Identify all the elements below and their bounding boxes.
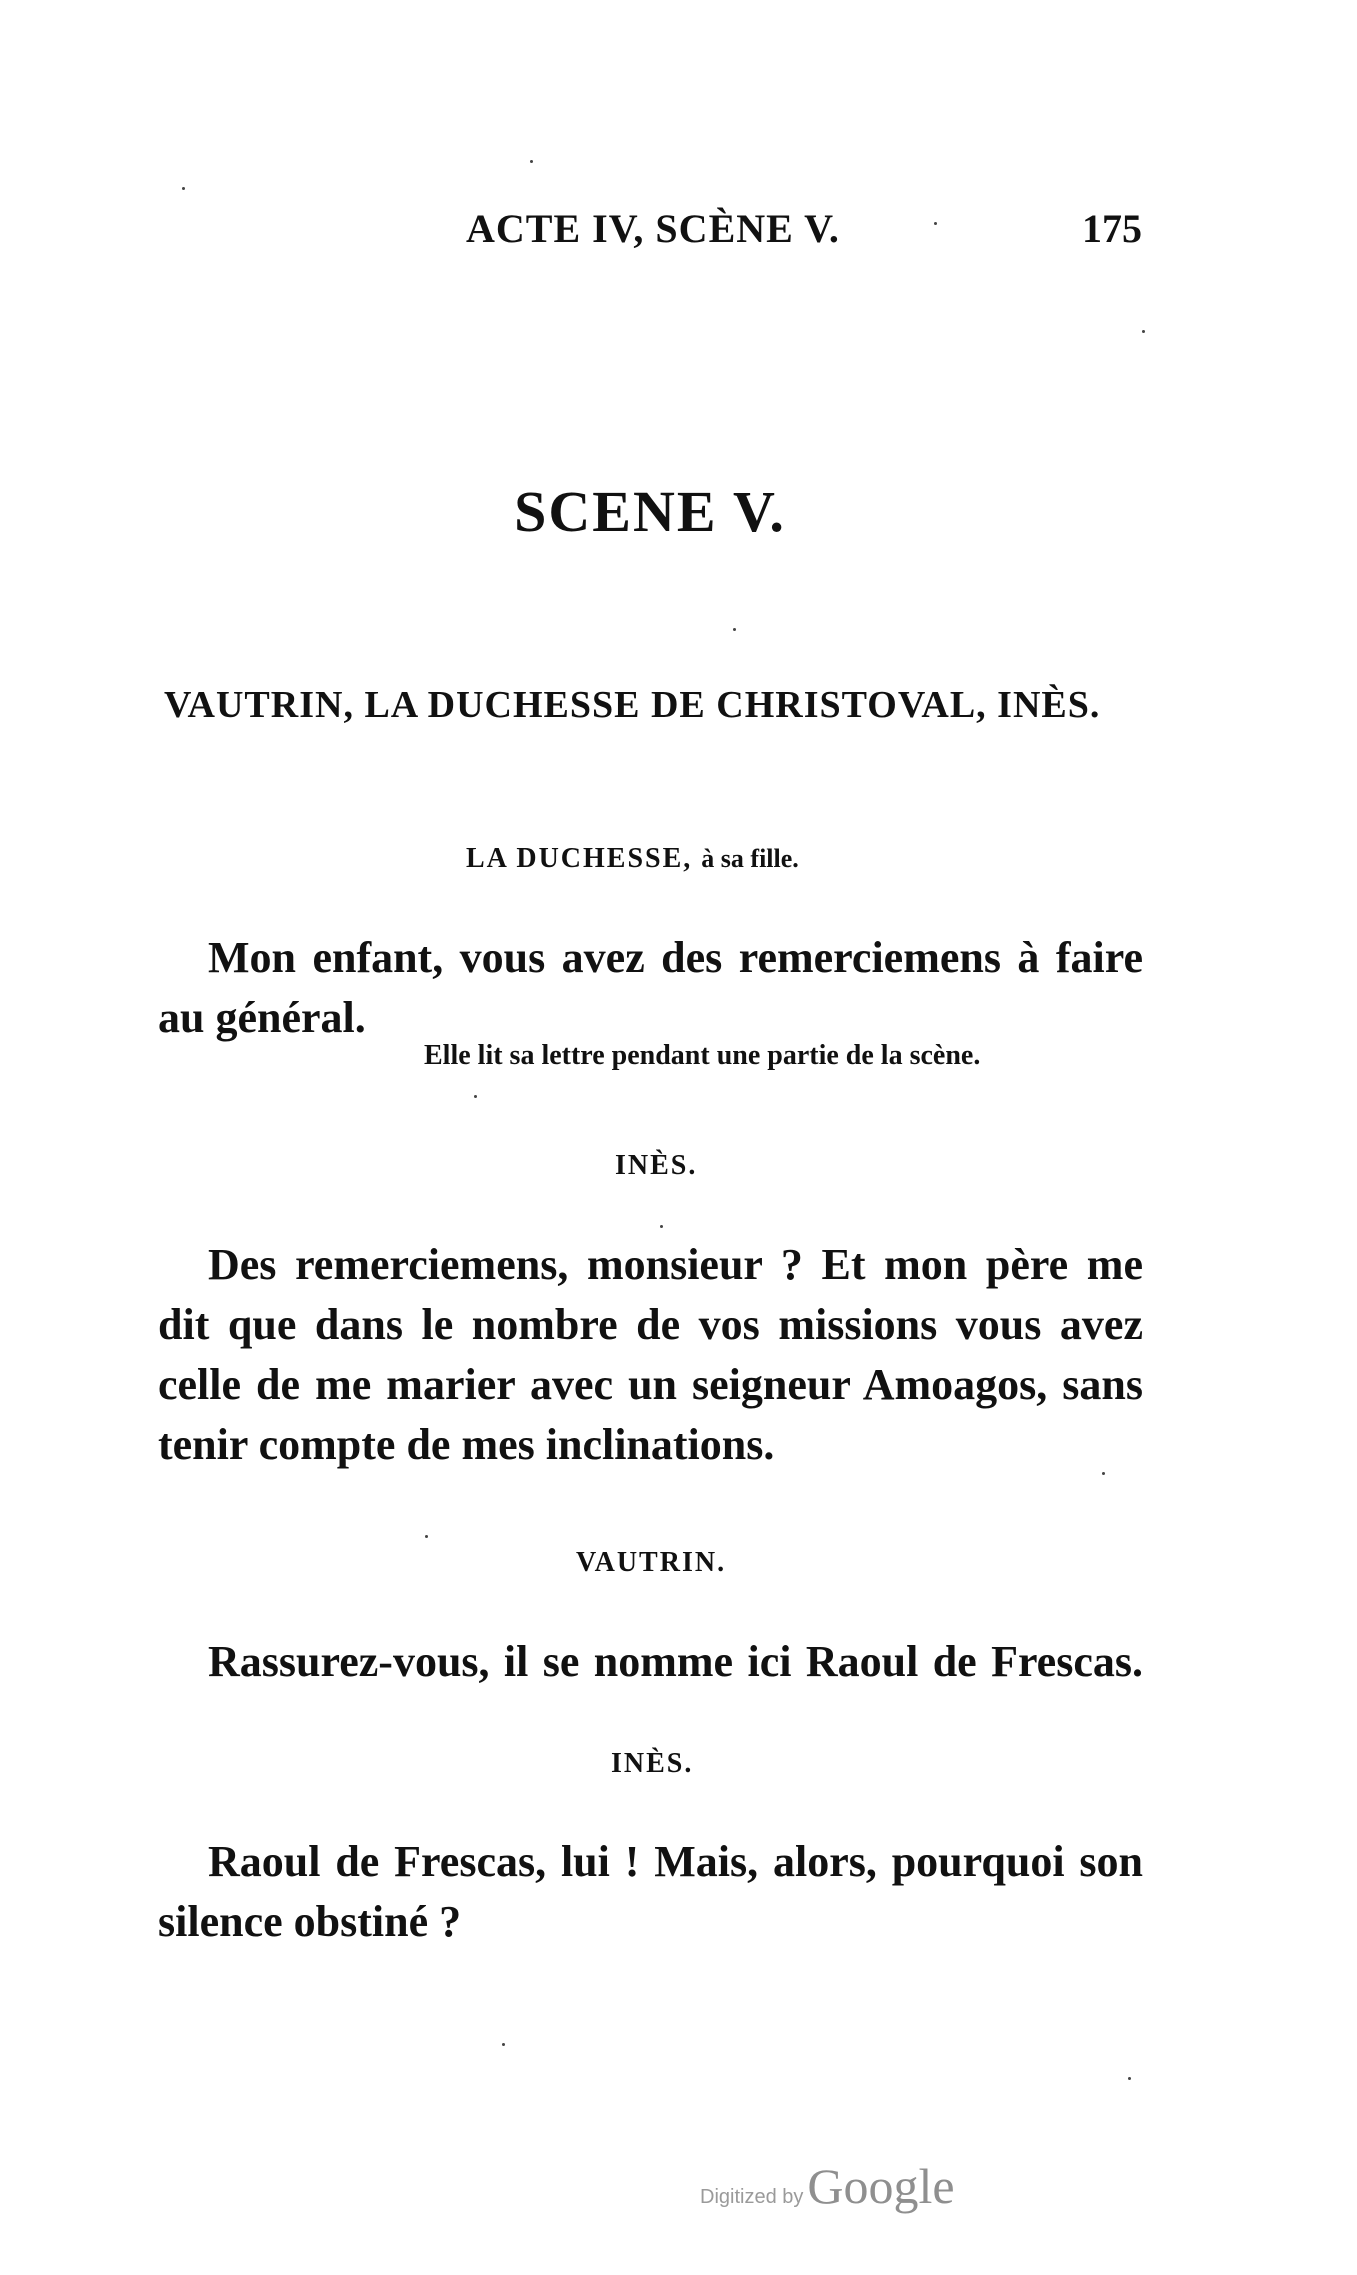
stage-direction: Elle lit sa lettre pendant une partie de la scène.: [424, 1040, 981, 1071]
speech-line: silence obstiné ?: [158, 1897, 462, 1946]
speech-duchesse: [158, 928, 1143, 1048]
watermark-brand: Google: [807, 2158, 955, 2214]
speaker-name: INÈS.: [615, 1150, 698, 1181]
page-number: 175: [1082, 206, 1142, 251]
scan-speck: [425, 1535, 428, 1538]
watermark-prefix: Digitized by: [700, 2186, 804, 2208]
speaker-duchesse: [466, 843, 799, 875]
speaker-vautrin: [576, 1547, 726, 1579]
speech-line: tenir compte de mes inclinations.: [158, 1420, 775, 1469]
speech-line: Mon enfant, vous avez des remerciemens à faire: [208, 933, 1143, 982]
scan-speck: [474, 1095, 477, 1098]
scan-speck: [1102, 1472, 1105, 1475]
speaker-ines: [615, 1150, 697, 1182]
speaker-name: VAUTRIN.: [576, 1547, 727, 1578]
digitized-watermark: [700, 2157, 955, 2215]
speech-ines: [158, 1235, 1143, 1475]
speech-line: dit que dans le nombre de vos missions vous avez: [158, 1300, 1143, 1349]
scan-speck: [1142, 330, 1145, 333]
speech-line: Rassurez-vous, il se nomme ici Raoul de Frescas.: [208, 1637, 1143, 1686]
speaker-direction: à sa fille.: [701, 844, 799, 873]
speech-line: au général.: [158, 993, 366, 1042]
speech-line: celle de me marier avec un seigneur Amoagos, sans: [158, 1360, 1143, 1409]
speaker-name: INÈS.: [611, 1748, 694, 1779]
scan-speck: [660, 1225, 663, 1228]
scene-title: SCENE V.: [514, 479, 786, 544]
scan-speck: [1128, 2077, 1131, 2080]
scan-speck: [502, 2043, 505, 2046]
scan-speck: [934, 222, 937, 225]
character-list: VAUTRIN, LA DUCHESSE DE CHRISTOVAL, INÈS.: [164, 684, 1101, 726]
running-head: ACTE IV, SCÈNE V.: [466, 206, 840, 251]
speaker-ines-2: [611, 1748, 693, 1780]
speech-ines-2: [158, 1832, 1143, 1952]
scan-speck: [733, 628, 736, 631]
scan-speck: [530, 160, 533, 163]
speech-line: Raoul de Frescas, lui ! Mais, alors, pourquoi son: [208, 1837, 1143, 1886]
speech-line: Des remerciemens, monsieur ? Et mon père me: [208, 1240, 1143, 1289]
speaker-name: LA DUCHESSE,: [466, 843, 693, 874]
speech-vautrin: [158, 1632, 1143, 1692]
scan-speck: [182, 187, 185, 190]
